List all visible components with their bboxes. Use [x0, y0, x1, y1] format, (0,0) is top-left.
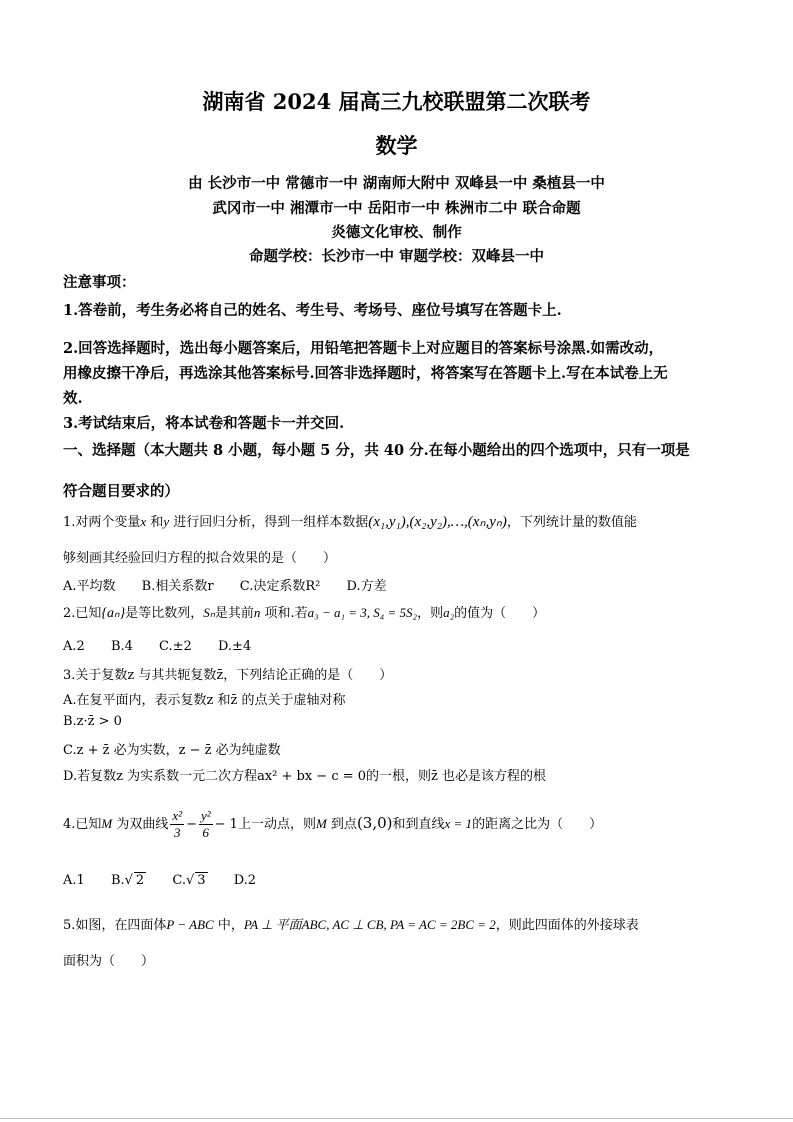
q2-condition: a₃ − a₁ = 3, S₄ = 5S₂	[307, 605, 418, 620]
q5-stem-line-2: 面积为（ ）	[63, 954, 155, 969]
q4-line: x = 1	[444, 816, 473, 831]
q2-option-a: A.2	[63, 639, 85, 654]
organizers-line-1: 由 长沙市一中 常德市一中 湖南师大附中 双峰县一中 桑植县一中	[188, 175, 605, 192]
note-2-line-2: 用橡皮擦干净后，再选涂其他答案标号.回答非选择题时，将答案写在答题卡上.写在本试卷上无	[63, 365, 668, 382]
q1-mid: 进行回归分析，得到一组样本数据	[169, 515, 369, 530]
q1-var-x: x	[140, 514, 147, 529]
q1-and: 和	[146, 515, 164, 530]
q5-post: ，则此四面体的外接球表	[495, 918, 639, 933]
q1-stem	[63, 511, 743, 531]
q4-option-b-label: B.	[110, 873, 125, 888]
q2-mid4: ，则	[417, 606, 444, 621]
q4-fraction-x	[170, 808, 184, 841]
q4-option-c: C.√ 3	[172, 873, 206, 888]
section-heading-line-2: 符合题目要求的）	[63, 483, 179, 500]
q4-eq: − 1	[214, 817, 238, 832]
q2-option-d: D.±4	[217, 639, 252, 654]
q4-frac2-num: y²	[200, 808, 211, 823]
note-1: 1.答卷前，考生务必将自己的姓名、考生号、考场号、座位号填写在答题卡上.	[63, 302, 562, 319]
organizers-line-3: 炎德文化审校、制作	[331, 224, 462, 241]
note-2-line-1: 2.回答选择题时，选出每小题答案后，用铅笔把答题卡上对应题目的答案标号涂黑.如需改动，	[63, 340, 664, 357]
q3-option-c: C.z + z̄ 必为实数，z − z̄ 必为纯虚数	[63, 743, 281, 758]
q4-point: (3,0)	[356, 814, 393, 832]
q1-sample-data: (x₁,y₁),(x₂,y₂),…,(xₙ,yₙ)	[368, 514, 507, 530]
exam-title: 湖南省 2024 届高三九校联盟第二次联考	[202, 89, 591, 114]
note-2-line-3: 效.	[63, 390, 83, 407]
q4-option-a: A.1	[63, 873, 85, 888]
q3-option-a: A.在复平面内，表示复数z 和z̄ 的点关于虚轴对称	[63, 693, 346, 708]
organizers-line-2: 武冈市一中 湘潭市一中 岳阳市一中 株洲市二中 联合命题	[212, 200, 581, 217]
q4-frac2-den: 6	[202, 825, 210, 840]
q2-mid2: 是其前	[214, 606, 254, 621]
q5-stem	[63, 914, 743, 933]
q4-mid2: 上一动点，则	[237, 817, 316, 832]
q5-tetrahedron: P − ABC	[166, 917, 214, 932]
q5-pre: 5.如图，在四面体	[63, 918, 167, 933]
q3-stem: 3.关于复数z 与其共轭复数z̄，下列结论正确的是（ ）	[63, 668, 393, 683]
q4-point-m-2: M	[315, 816, 327, 831]
q4-option-c-radicand: 3	[197, 873, 206, 888]
q4-stem	[63, 808, 743, 841]
q4-mid1: 为双曲线	[112, 817, 169, 832]
q4-options	[63, 872, 743, 888]
subject-title: 数学	[375, 133, 418, 158]
q4-option-b-radicand: 2	[135, 873, 145, 888]
q1-option-d: D.方差	[346, 579, 387, 594]
page-bottom-rule	[0, 1118, 793, 1119]
q2-stem	[63, 602, 743, 622]
q2-post: 的值为（ ）	[454, 606, 546, 621]
q3-option-d: D.若复数z 为实系数一元二次方程ax² + bx − c = 0的一根，则z̄ 也必是该方程的根	[63, 769, 547, 784]
q2-sn: Sₙ	[203, 605, 215, 620]
q5-mid: 中，	[213, 918, 244, 933]
q1-option-c: C.决定系数R²	[239, 579, 321, 594]
note-3: 3.考试结束后，将本试卷和答题卡一并交回.	[63, 415, 345, 432]
q2-mid1: 是等比数列，	[125, 606, 204, 621]
q4-post: 的距离之比为（ ）	[472, 817, 603, 832]
q1-option-a: A.平均数	[63, 579, 116, 594]
q2-n: n	[253, 605, 261, 620]
q1-option-b: B.相关系数r	[141, 579, 214, 594]
q1-post: ，下列统计量的数值能	[506, 515, 637, 530]
q4-mid4: 和到直线	[392, 817, 445, 832]
q1-pre: 1.对两个变量	[63, 515, 141, 530]
q1-var-y: y	[163, 514, 170, 529]
q1-options	[63, 575, 743, 594]
q2-mid3: 项和.若	[260, 606, 308, 621]
notes-heading: 注意事项：	[63, 274, 136, 291]
q4-point-m: M	[101, 816, 113, 831]
q4-option-d: D.2	[233, 873, 257, 888]
q2-option-b: B.4	[110, 639, 133, 654]
q4-frac1-num: x²	[172, 808, 183, 823]
q2-a2: a₂	[443, 605, 455, 620]
q4-option-c-label: C.	[172, 873, 186, 888]
q4-pre: 4.已知	[63, 817, 102, 832]
q2-options	[63, 639, 743, 654]
q4-option-b: B.√ 2	[110, 873, 145, 888]
q2-sequence: {aₙ}	[101, 606, 126, 621]
q4-frac1-den: 3	[173, 825, 181, 840]
q5-condition: PA ⊥ 平面ABC, AC ⊥ CB, PA = AC = 2BC = 2	[243, 917, 496, 932]
q4-fraction-y	[199, 808, 213, 841]
q4-minus: −	[186, 817, 197, 832]
q1-stem-line-2: 够刻画其经验回归方程的拟合效果的是（ ）	[63, 551, 337, 566]
organizers-line-4: 命题学校：长沙市一中 审题学校：双峰县一中	[248, 248, 545, 265]
q2-option-c: C.±2	[159, 639, 192, 654]
section-heading-line-1: 一、选择题（本大题共 8 小题，每小题 5 分，共 40 分.在每小题给出的四个选项中，只有一项是	[63, 442, 690, 459]
q4-mid3: 到点	[326, 817, 357, 832]
q2-pre: 2.已知	[63, 606, 102, 621]
q3-option-b: B.z·z̄ > 0	[63, 714, 122, 729]
